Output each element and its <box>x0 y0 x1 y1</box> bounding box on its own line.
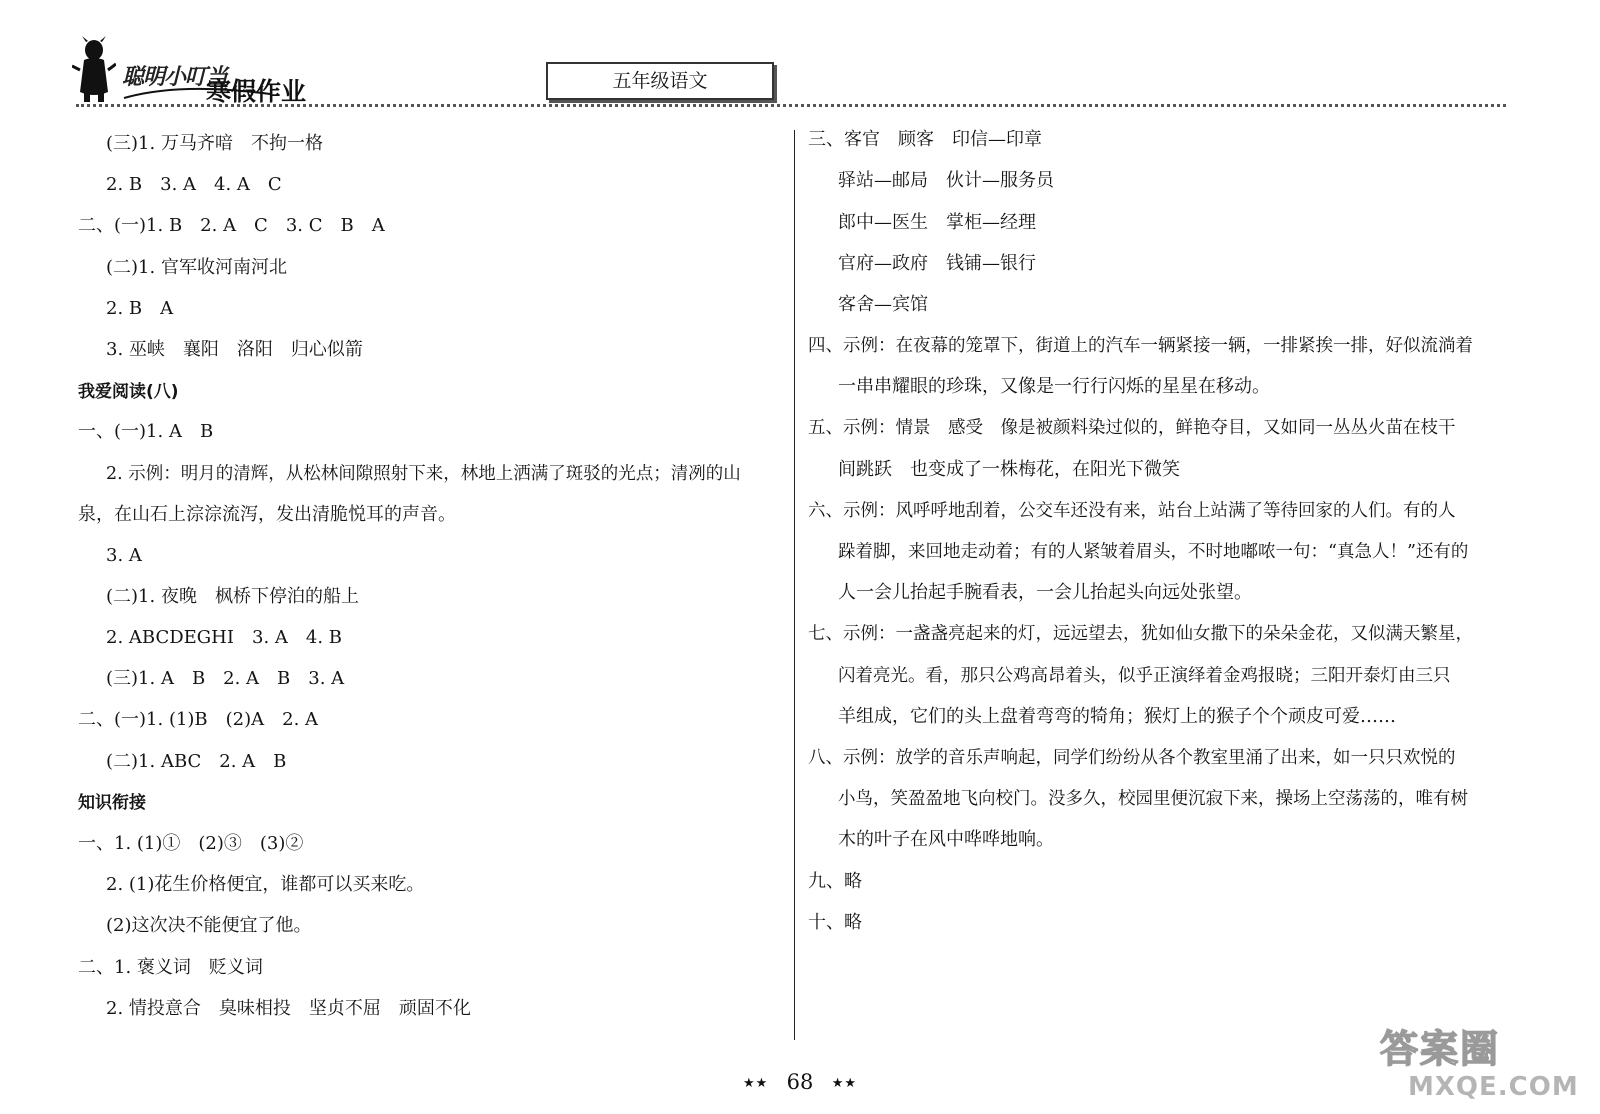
answer-line: 跺着脚，来回地走动着；有的人紧皱着眉头，不时地嘟哝一句：“真急人！”还有的 <box>838 542 1469 562</box>
answer-line: 官府—政府 钱铺—银行 <box>838 253 1036 274</box>
answer-line: (二)1. 夜晚 枫桥下停泊的船上 <box>106 586 359 607</box>
answer-line: 2. B 3. A 4. A C <box>106 174 282 195</box>
answer-line: 闪着亮光。看，那只公鸡高昂着头，似乎正演绎着金鸡报晓；三阳开泰灯由三只 <box>838 666 1451 686</box>
header-divider <box>76 104 1506 107</box>
answer-line: (三)1. 万马齐喑 不拘一格 <box>106 133 323 154</box>
answer-line: 九、略 <box>808 871 862 892</box>
answer-line: 十、略 <box>808 912 862 933</box>
answer-line: 间跳跃 也变成了一株梅花，在阳光下微笑 <box>838 459 1180 480</box>
answer-line: 2. B A <box>106 298 174 319</box>
answer-line: (三)1. A B 2. A B 3. A <box>106 668 345 689</box>
logo-script: 聪明小叮当 <box>122 64 228 90</box>
watermark-url: MXQE.COM <box>1408 1072 1579 1102</box>
section-heading: 知识衔接 <box>78 793 146 813</box>
answer-line: 2. 示例：明月的清辉，从松林间隙照射下来，林地上洒满了斑驳的光点；清冽的山 <box>106 464 741 484</box>
answer-line: 八、示例：放学的音乐声响起，同学们纷纷从各个教室里涌了出来，如一只只欢悦的 <box>808 748 1456 768</box>
answer-line: 2. 情投意合 臭味相投 坚贞不屈 顽固不化 <box>106 998 471 1019</box>
answer-line: 一、1. (1)① (2)③ (3)② <box>78 833 304 854</box>
answer-line: 三、客官 顾客 印信—印章 <box>808 129 1042 150</box>
answer-line: (二)1. ABC 2. A B <box>106 751 287 772</box>
watermark-logo <box>1380 1018 1580 1110</box>
watermark-text: 答案圈 <box>1380 1027 1501 1071</box>
answer-line: (二)1. 官军收河南河北 <box>106 257 287 278</box>
column-divider <box>794 130 795 1040</box>
answer-line: 2. ABCDEGHI 3. A 4. B <box>106 627 343 648</box>
answer-line: 二、1. 褒义词 贬义词 <box>78 957 263 978</box>
answer-line: 2. (1)花生价格便宜，谁都可以买来吃。 <box>106 874 425 895</box>
answer-line: 四、示例：在夜幕的笼罩下，街道上的汽车一辆紧接一辆，一排紧挨一排，好似流淌着 <box>808 336 1473 356</box>
page-number: 68 <box>786 1070 814 1094</box>
section-heading: 我爱阅读(八) <box>78 382 179 402</box>
cartoon-figure-icon <box>72 36 116 104</box>
answer-line: 3. 巫峡 襄阳 洛阳 归心似箭 <box>106 339 363 360</box>
answer-line: 七、示例：一盏盏亮起来的灯，远远望去，犹如仙女撒下的朵朵金花，又似满天繁星， <box>808 624 1473 644</box>
answer-line: 木的叶子在风中哗哗地响。 <box>838 829 1054 850</box>
answer-line: 3. A <box>106 545 142 566</box>
page-header <box>60 28 1520 108</box>
answer-line: 羊组成，它们的头上盘着弯弯的犄角；猴灯上的猴子个个顽皮可爱…… <box>838 706 1396 727</box>
answer-line: 六、示例：风呼呼地刮着，公交车还没有来，站台上站满了等待回家的人们。有的人 <box>808 501 1456 521</box>
star-icon: ★★ <box>742 1076 769 1091</box>
answer-line: 人一会儿抬起手腕看表，一会儿抬起头向远处张望。 <box>838 582 1252 603</box>
answer-line: 一串串耀眼的珍珠，又像是一行行闪烁的星星在移动。 <box>838 376 1270 397</box>
answer-line: 一、(一)1. A B <box>78 421 214 442</box>
answer-line: (2)这次决不能便宜了他。 <box>106 915 312 936</box>
star-icon: ★★ <box>831 1076 858 1091</box>
answer-line: 客舍—宾馆 <box>838 294 928 315</box>
answer-line: 二、(一)1. (1)B (2)A 2. A <box>78 709 319 730</box>
book-title: 寒假作业 <box>206 77 307 106</box>
page-footer <box>0 1070 1600 1094</box>
answer-line: 郎中—医生 掌柜—经理 <box>838 212 1036 233</box>
answer-line: 二、(一)1. B 2. A C 3. C B A <box>78 215 385 236</box>
answer-line: 驿站—邮局 伙计—服务员 <box>838 170 1054 191</box>
answer-line: 小鸟，笑盈盈地飞向校门。没多久，校园里便沉寂下来，操场上空荡荡的，唯有树 <box>838 789 1468 809</box>
answer-line: 泉，在山石上淙淙流泻，发出清脆悦耳的声音。 <box>78 504 456 525</box>
grade-subject-label: 五年级语文 <box>546 62 774 100</box>
answer-line: 五、示例：情景 感受 像是被颜料染过似的，鲜艳夺目，又如同一丛丛火苗在枝干 <box>808 418 1456 438</box>
